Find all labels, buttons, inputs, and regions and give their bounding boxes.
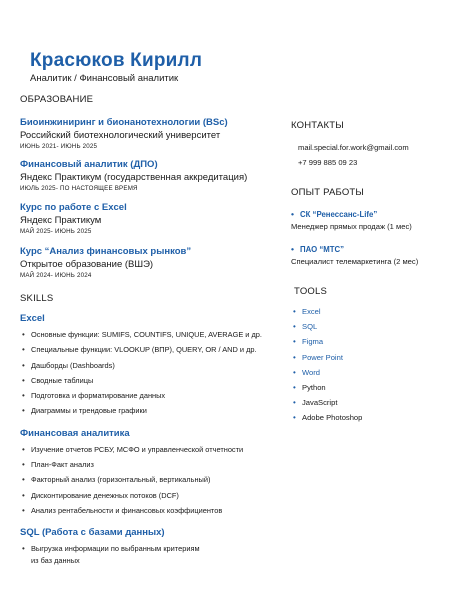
- education-item-title: Финансовый аналитик (ДПО): [20, 159, 158, 170]
- skill-group-title: SQL (Работа с базами данных): [20, 527, 165, 539]
- education-item: [20, 159, 270, 192]
- skill-list: [20, 544, 270, 568]
- education-item-place: Российский биотехнологический университет: [20, 130, 221, 141]
- list-item: • Adobe Photoshop: [291, 412, 456, 427]
- left-column: [20, 94, 270, 568]
- education-item-title: Курс “Анализ финансовых рынков”: [20, 246, 192, 257]
- education-item-date: МАЙ 2024- ИЮНЬ 2024: [20, 272, 92, 279]
- tools-heading: TOOLS: [294, 286, 328, 297]
- list-item: • Специальные функции: VLOOKUP (ВПР), QUERY, OR / AND и др.: [20, 345, 270, 360]
- skill-group-title: Финансовая аналитика: [20, 427, 130, 439]
- experience-role: Специалист телемаркетинга (2 мес): [291, 257, 419, 266]
- list-item: • Основные функции: SUMIFS, COUNTIFS, UNIQUE, AVERAGE и др.: [20, 330, 270, 345]
- skill-list: [20, 330, 270, 422]
- education-item-title: Биоинжиниринг и бионанотехнологии (BSc): [20, 117, 228, 128]
- list-item: • Изучение отчетов РСБУ, МСФО и управленческой отчетности: [20, 445, 270, 460]
- education-item-place: Яндекс Практикум (государственная аккредитация): [20, 172, 248, 183]
- list-item: • JavaScript: [291, 397, 456, 412]
- contacts-heading: КОНТАКТЫ: [291, 120, 344, 131]
- list-item: • Подготовка и форматирование данных: [20, 391, 270, 406]
- experience-item: [291, 245, 456, 266]
- list-item: из баз данных: [31, 556, 80, 566]
- skill-group-finance: [20, 428, 270, 521]
- experience-company: • ПАО “МТС”: [291, 245, 456, 254]
- education-item-date: ИЮЛЬ 2025- ПО НАСТОЯЩЕЕ ВРЕМЯ: [20, 185, 138, 192]
- list-item: • Факторный анализ (горизонтальный, вертикальный): [20, 475, 270, 490]
- right-column: [291, 120, 456, 428]
- tools-list: [291, 306, 456, 428]
- candidate-subtitle: Аналитик / Финансовый аналитик: [30, 73, 179, 84]
- skill-group-title: Excel: [20, 313, 45, 324]
- education-item-date: МАЙ 2025- ИЮНЬ 2025: [20, 228, 92, 235]
- list-item: • Дашборды (Dashboards): [20, 361, 270, 376]
- list-item: • Анализ рентабельности и финансовых коэффициентов: [20, 506, 270, 521]
- list-item: • Сводные таблицы: [20, 376, 270, 391]
- experience-company: • СК “Ренессанс-Life”: [291, 210, 456, 219]
- list-item: • Figma: [291, 336, 456, 351]
- list-item: • Выгрузка информации по выбранным критериям: [20, 544, 270, 556]
- list-item: • Python: [291, 382, 456, 397]
- education-item-place: Яндекс Практикум: [20, 215, 102, 226]
- list-item: • Word: [291, 367, 456, 382]
- list-item: • Excel: [291, 306, 456, 321]
- education-heading: ОБРАЗОВАНИЕ: [20, 94, 94, 105]
- email-link[interactable]: mail.special.for.work@gmail.com: [298, 143, 409, 152]
- education-item-title: Курс по работе с Excel: [20, 202, 127, 213]
- phone-number[interactable]: +7 999 885 09 23: [298, 158, 358, 167]
- list-item: • План-Факт анализ: [20, 460, 270, 475]
- experience-role: Менеджер прямых продаж (1 мес): [291, 222, 412, 231]
- candidate-name: Красюков Кирилл: [30, 50, 203, 71]
- education-item-place: Открытое образование (ВШЭ): [20, 259, 154, 270]
- education-item: [20, 246, 270, 279]
- experience-heading: ОПЫТ РАБОТЫ: [291, 187, 365, 198]
- education-item-date: ИЮНЬ 2021- ИЮНЬ 2025: [20, 143, 98, 150]
- skill-group-sql: [20, 527, 270, 568]
- skill-list: [20, 445, 270, 521]
- list-item: • SQL: [291, 321, 456, 336]
- top-bar: [0, 0, 463, 6]
- list-item: • Дисконтирование денежных потоков (DCF): [20, 491, 270, 506]
- education-item: [20, 117, 270, 150]
- list-item: • Диаграммы и трендовые графики: [20, 406, 270, 421]
- skill-group-excel: [20, 313, 270, 422]
- experience-item: [291, 210, 456, 231]
- education-item: [20, 202, 270, 235]
- skills-heading: SKILLS: [20, 293, 54, 304]
- list-item: • Power Point: [291, 352, 456, 367]
